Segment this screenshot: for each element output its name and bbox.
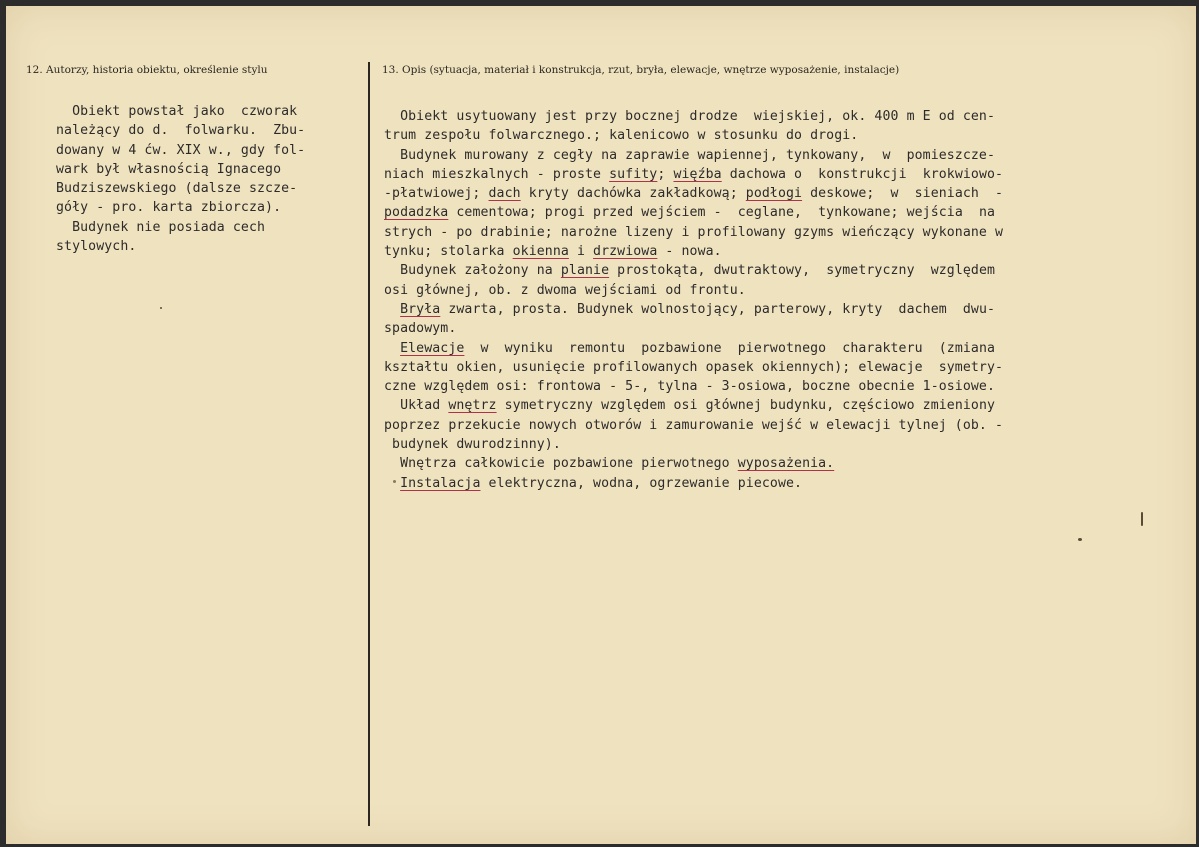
- field-12-line: Budynek nie posiada cech: [56, 219, 266, 235]
- field-12-line: wark był własnością Ignacego: [56, 161, 282, 177]
- underlined-term: Bryła: [400, 301, 441, 317]
- underlined-term: Instalacja: [400, 475, 481, 491]
- column-divider: [368, 62, 370, 826]
- text-run: Budynek założony na: [384, 263, 561, 279]
- text-run: ;: [657, 166, 674, 182]
- underlined-term: podadzka: [384, 205, 449, 221]
- field-12-label: 12. Autorzy, historia obiektu, określenie stylu: [26, 64, 268, 76]
- underlined-term: Elewacje: [400, 340, 465, 356]
- field-12-line: Budziszewskiego (dalsze szcze-: [56, 181, 298, 197]
- field-12-line: stylowych.: [56, 239, 137, 255]
- text-run: Budynek murowany z cegły na zaprawie wapiennej, tynkowany, w pomieszcze-: [384, 147, 996, 163]
- field-13-line: [384, 300, 1003, 319]
- text-run: prostokąta, dwutraktowy, symetryczny względem: [609, 263, 996, 279]
- text-run: dachowa o konstrukcji krokwiowo-: [721, 166, 1004, 182]
- text-run: -płatwiowej;: [384, 186, 489, 202]
- field-12-text: [56, 102, 305, 256]
- text-run: niach mieszkalnych - proste: [384, 166, 610, 182]
- underlined-term: dach: [488, 186, 521, 202]
- underlined-term: więźba: [673, 166, 722, 182]
- text-run: strych - po drabinie; narożne lizeny i profilowany gzyms wieńczący wykonane w: [384, 224, 1004, 240]
- text-run: deskowe; w sieniach -: [802, 186, 1004, 202]
- field-12-line: dowany w 4 ćw. XIX w., gdy fol-: [56, 142, 306, 158]
- field-13-line: [384, 242, 1003, 261]
- field-13-line: [384, 416, 1003, 435]
- field-12-line: Obiekt powstał jako czworak: [56, 104, 298, 119]
- underlined-term: drzwiowa: [593, 244, 658, 260]
- field-13-line: [384, 396, 1003, 415]
- text-run: spadowym.: [384, 321, 457, 337]
- field-12-line: należący do d. folwarku. Zbu-: [56, 123, 306, 139]
- text-run: osi głównej, ob. z dwoma wejściami od frontu.: [384, 282, 746, 298]
- text-run: [384, 341, 400, 356]
- field-12-line: góły - pro. karta zbiorcza).: [56, 200, 282, 216]
- text-run: - nowa.: [657, 244, 722, 260]
- text-run: Wnętrza całkowicie pozbawione pierwotnego: [384, 456, 738, 472]
- field-13-line: [384, 107, 1003, 126]
- text-run: Obiekt usytuowany jest przy bocznej drodze wiejskiej, ok. 400 m E od cen-: [384, 109, 996, 124]
- field-13-text: [384, 107, 1003, 493]
- field-13-line: [384, 339, 1003, 358]
- field-13-line: [384, 358, 1003, 377]
- field-13-line: [384, 454, 1003, 473]
- underlined-term: okienna: [512, 244, 569, 260]
- text-run: i: [568, 244, 594, 260]
- text-run: tynku; stolarka: [384, 244, 513, 260]
- field-13-line: [384, 203, 1003, 222]
- underlined-term: sufity: [609, 166, 658, 182]
- field-13-line: [384, 165, 1003, 184]
- text-run: budynek dwurodzinny).: [384, 437, 561, 453]
- field-13-label: 13. Opis (sytuacja, materiał i konstrukcja, rzut, bryła, elewacje, wnętrze wyposażenie, instalacje): [382, 64, 900, 76]
- text-run: czne względem osi: frontowa - 5-, tylna - 3-osiowa, boczne obecnie 1-osiowe.: [384, 379, 996, 395]
- field-13-line: [384, 474, 1003, 493]
- field-13-line: [384, 319, 1003, 338]
- underlined-term: planie: [560, 263, 610, 279]
- field-13-line: [384, 261, 1003, 280]
- text-run: kryty dachówka zakładkową;: [520, 186, 746, 202]
- text-run: kształtu okien, usunięcie profilowanych opasek okiennych); elewacje symetry-: [384, 359, 1004, 375]
- field-13-line: [384, 223, 1003, 242]
- text-run: Układ: [384, 398, 449, 414]
- underlined-term: podłogi: [745, 186, 803, 202]
- text-run: cementowa; progi przed wejściem - ceglane, tynkowane; wejścia na: [448, 205, 996, 221]
- field-13-line: [384, 281, 1003, 300]
- underlined-term: wyposażenia.: [737, 456, 835, 472]
- field-13-line: [384, 377, 1003, 396]
- text-run: poprzez przekucie nowych otworów i zamurowanie wejść w elewacji tylnej (ob. -: [384, 417, 1004, 433]
- field-13-line: [384, 146, 1003, 165]
- text-run: elektryczna, wodna, ogrzewanie piecowe.: [480, 475, 803, 491]
- underlined-term: wnętrz: [448, 398, 497, 414]
- text-run: w wyniku remontu pozbawione pierwotnego charakteru (zmiana: [464, 340, 996, 356]
- text-run: [384, 302, 400, 317]
- text-run: zwarta, prosta. Budynek wolnostojący, parterowy, kryty dachem dwu-: [440, 301, 996, 317]
- text-run: symetryczny względem osi głównej budynku, częściowo zmieniony: [496, 398, 996, 414]
- field-13-line: [384, 184, 1003, 203]
- text-run: trum zespołu folwarcznego.; kalenicowo w stosunku do drogi.: [384, 128, 859, 144]
- field-13-line: [384, 126, 1003, 145]
- field-13-line: [384, 435, 1003, 454]
- text-run: [384, 476, 400, 491]
